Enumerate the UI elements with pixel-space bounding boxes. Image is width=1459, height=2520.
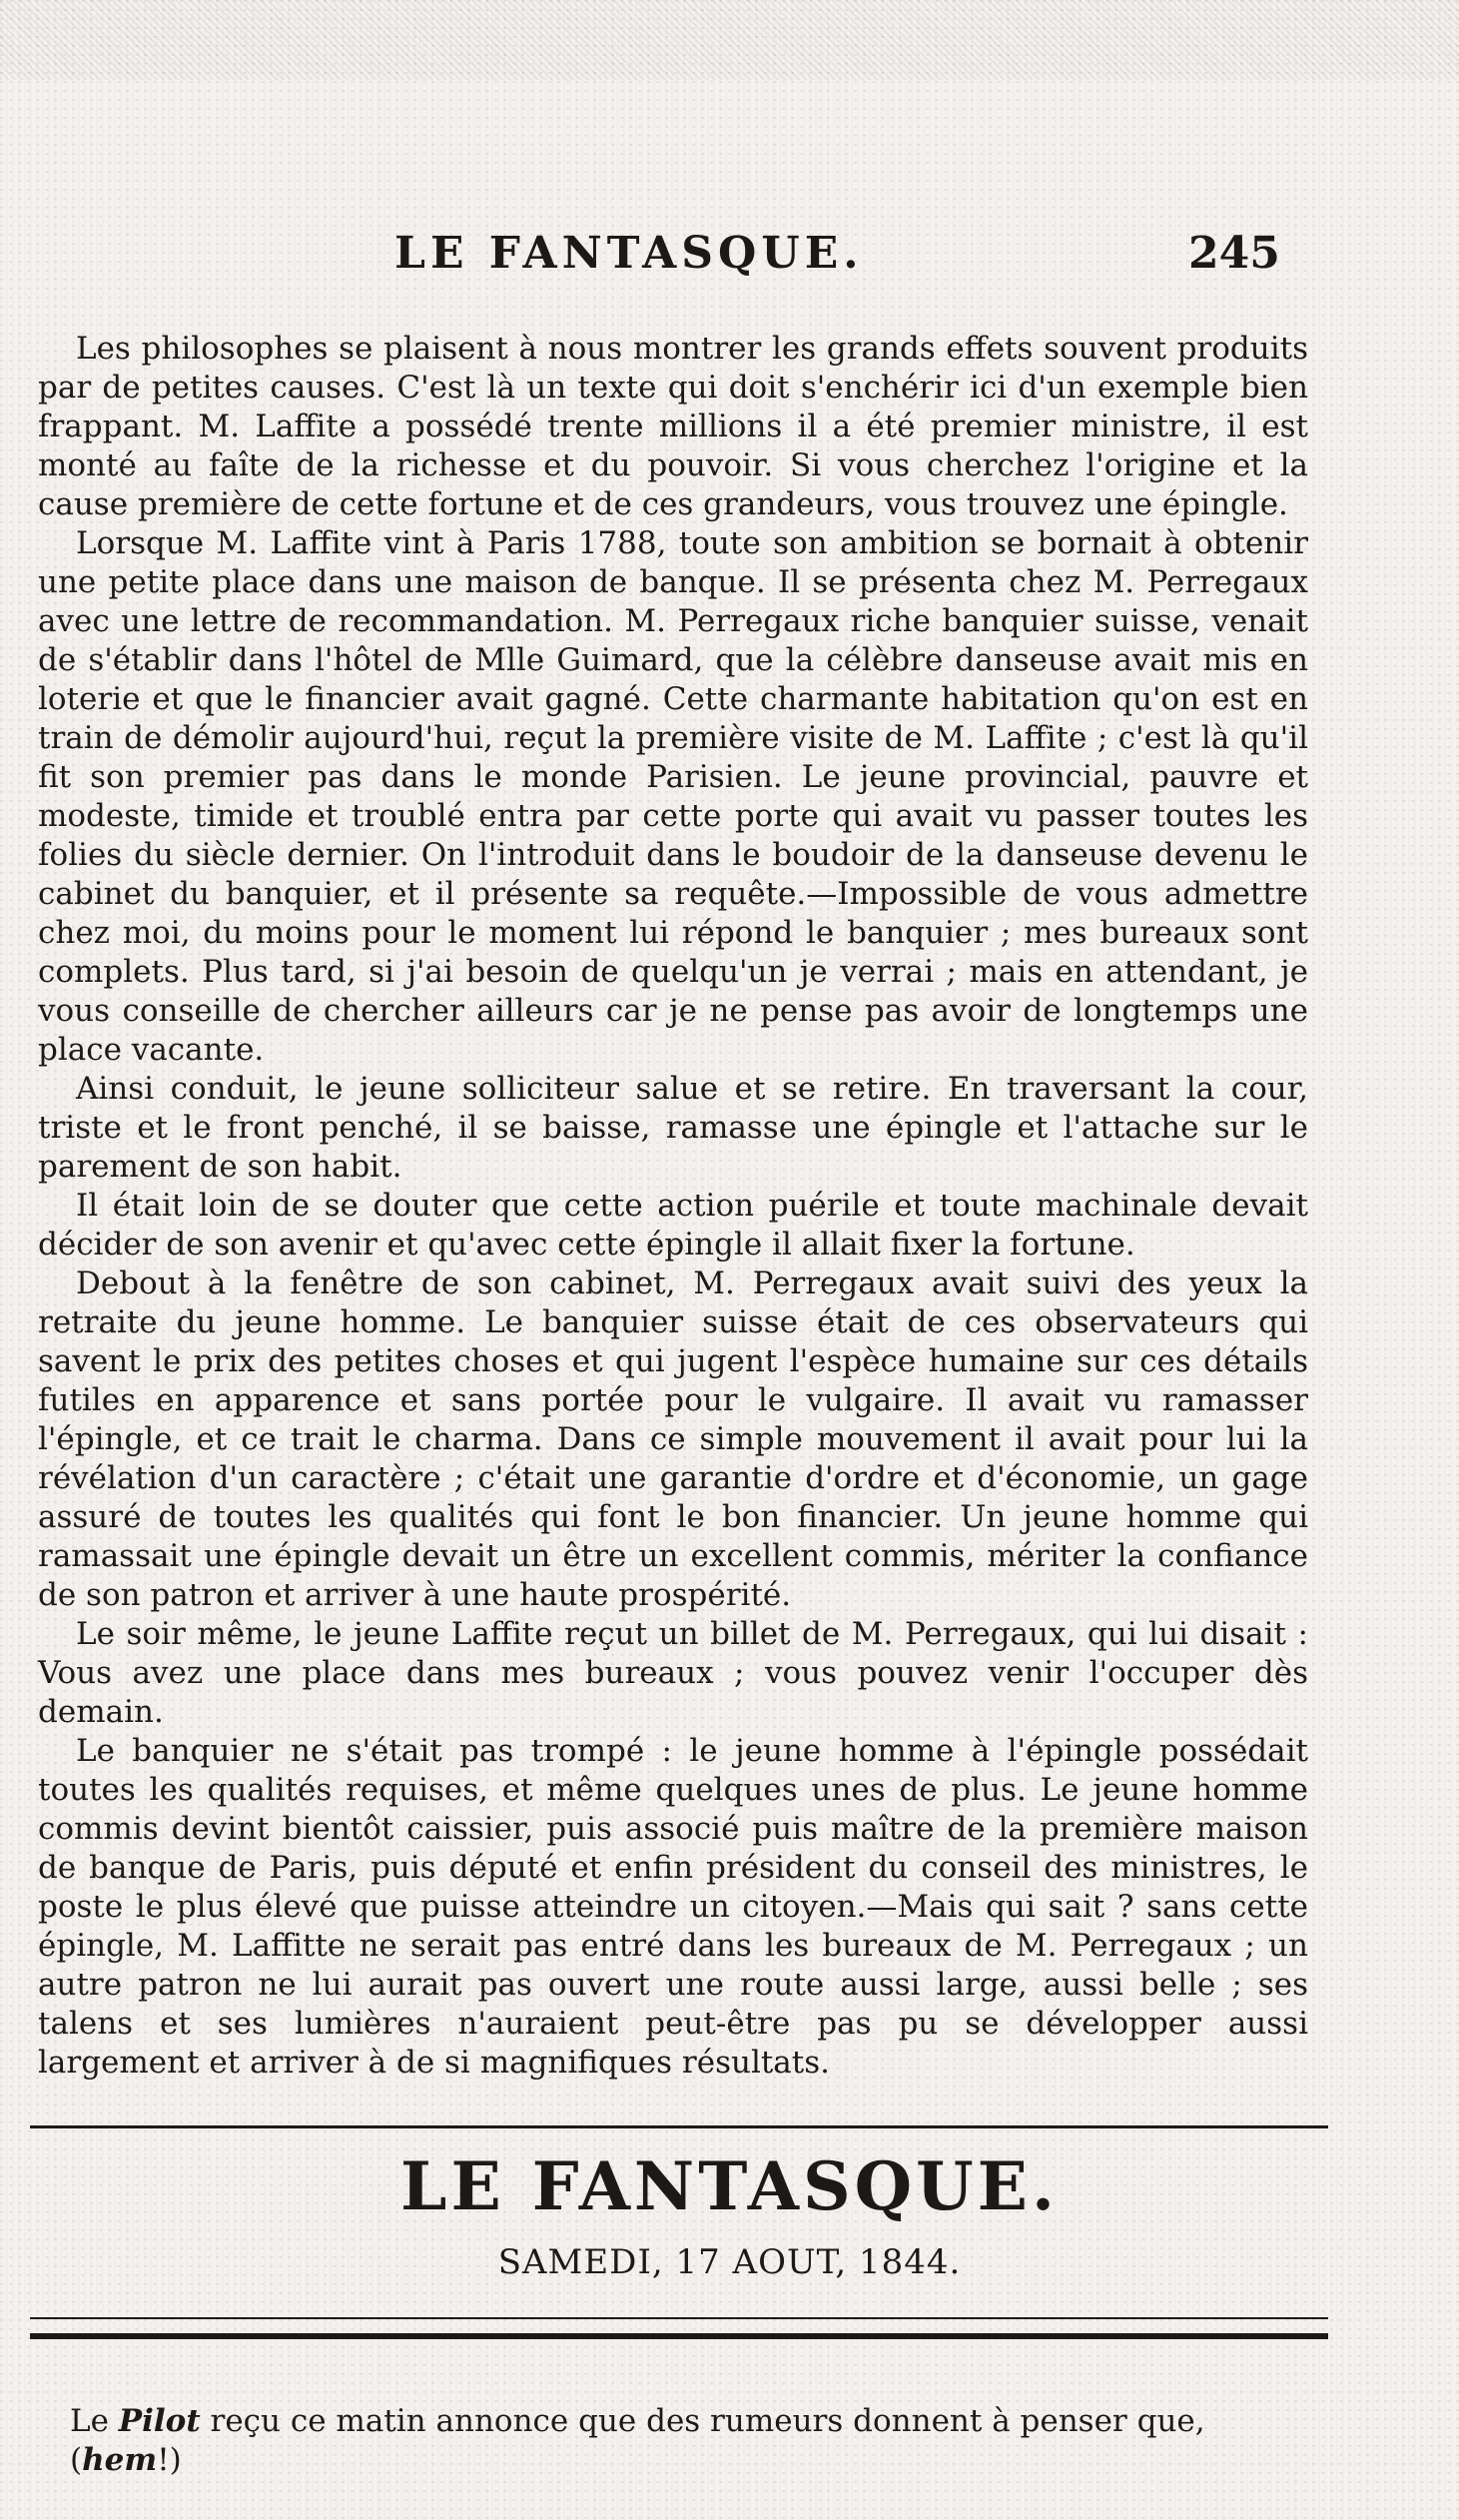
masthead-rule-thin: [30, 2317, 1328, 2319]
paragraph: Le banquier ne s'était pas trompé : le jeune homme à l'épingle possédait toutes les qualités requises, et même quelques unes de plus. Le jeune homme commis devint bientôt caissier, puis associé puis maître de la première maison de banque de Paris, puis député et enfin président du conseil des ministres, le poste le plus élevé que puisse atteindre un citoyen.—Mais qui sait ? sans cette épingle, M. Laffitte ne serait pas entré dans les bureaux de M. Perregaux ; un autre patron ne lui aurait pas ouvert une route aussi large, aussi belle ; ses talens et ses lumières n'auraient peut-être pas pu se développer aussi largement et arriver à de si magnifiques résultats.: [38, 1733, 1308, 2081]
news-item: [70, 2402, 1318, 2480]
paragraph: Debout à la fenêtre de son cabinet, M. Perregaux avait suivi des yeux la retraite du jeune homme. Le banquier suisse était de ces observateurs qui savent le prix des petites choses et qui jugent l'espèce humaine sur ces détails futiles en apparence et sans portée pour le vulgaire. Il avait vu ramasser l'épingle, et ce trait le charma. Dans ce simple mouvement il avait pour lui la révélation d'un caractère ; c'était une garantie d'ordre et d'économie, un gage assuré de toutes les qualités qui font le bon financier. Un jeune homme qui ramassait une épingle devait un être un excellent commis, mériter la confiance de son patron et arriver à une haute prospérité.: [38, 1265, 1308, 1613]
paragraph: Lorsque M. Laffite vint à Paris 1788, toute son ambition se bornait à obtenir une petite place dans une maison de banque. Il se présenta chez M. Perregaux avec une lettre de recommandation. M. Perregaux riche banquier suisse, venait de s'établir dans l'hôtel de Mlle Guimard, que la célèbre danseuse avait mis en loterie et que le financier avait gagné. Cette charmante habitation qu'on est en train de démolir aujourd'hui, reçut la première visite de M. Laffite ; c'est là qu'il fit son premier pas dans le monde Parisien. Le jeune provincial, pauvre et modeste, timide et troublé entra par cette porte qui avait vu passer toutes les folies du siècle dernier. On l'introduit dans le boudoir de la danseuse devenu le cabinet du banquier, et il présente sa requête.—Impossible de vous admettre chez moi, du moins pour le moment lui répond le banquier ; mes bureaux sont complets. Plus tard, si j'ai besoin de quelqu'un je verrai ; mais en attendant, je vous conseille de chercher ailleurs car je ne pense pas avoir de longtemps une place vacante.: [38, 525, 1308, 1068]
running-head: [0, 222, 1459, 282]
section-divider: [30, 2125, 1328, 2128]
newspaper-name: Pilot: [118, 2403, 201, 2439]
paragraph: Le soir même, le jeune Laffite reçut un billet de M. Perregaux, qui lui disait : Vous avez une place dans mes bureaux ; vous pouvez venir l'occuper dès demain.: [38, 1616, 1308, 1730]
paragraph: Ainsi conduit, le jeune solliciteur salue et se retire. En traversant la cour, triste et le front penché, il se baisse, ramasse une épingle et l'attache sur le parement de son habit.: [38, 1071, 1308, 1185]
news-text: reçu ce matin annonce que des rumeurs donnent à penser que, (: [70, 2403, 1205, 2478]
running-title: LE FANTASQUE.: [394, 228, 864, 279]
article-body: [38, 330, 1308, 2083]
masthead-title: LE FANTASQUE.: [400, 2147, 1059, 2225]
masthead-date: SAMEDI, 17 AOUT, 1844.: [497, 2242, 962, 2282]
masthead-rule-thick: [30, 2333, 1328, 2339]
paragraph: Les philosophes se plaisent à nous montrer les grands effets souvent produits par de petites causes. C'est là un texte qui doit s'enchérir ici d'un exemple bien frappant. M. Laffite a possédé trente millions il a été premier ministre, il est monté au faîte de la richesse et du pouvoir. Si vous cherchez l'origine et la cause première de cette fortune et de ces grandeurs, vous trouvez une épingle.: [38, 331, 1308, 522]
paragraph: Il était loin de se douter que cette action puérile et toute machinale devait décider de son avenir et qu'avec cette épingle il allait fixer la fortune.: [38, 1188, 1308, 1262]
page-number: 245: [1188, 228, 1280, 279]
news-interjection: hem: [82, 2442, 158, 2478]
show-through-texture: [0, 0, 1459, 80]
news-suffix: !): [157, 2442, 182, 2478]
news-prefix: Le: [70, 2403, 109, 2439]
